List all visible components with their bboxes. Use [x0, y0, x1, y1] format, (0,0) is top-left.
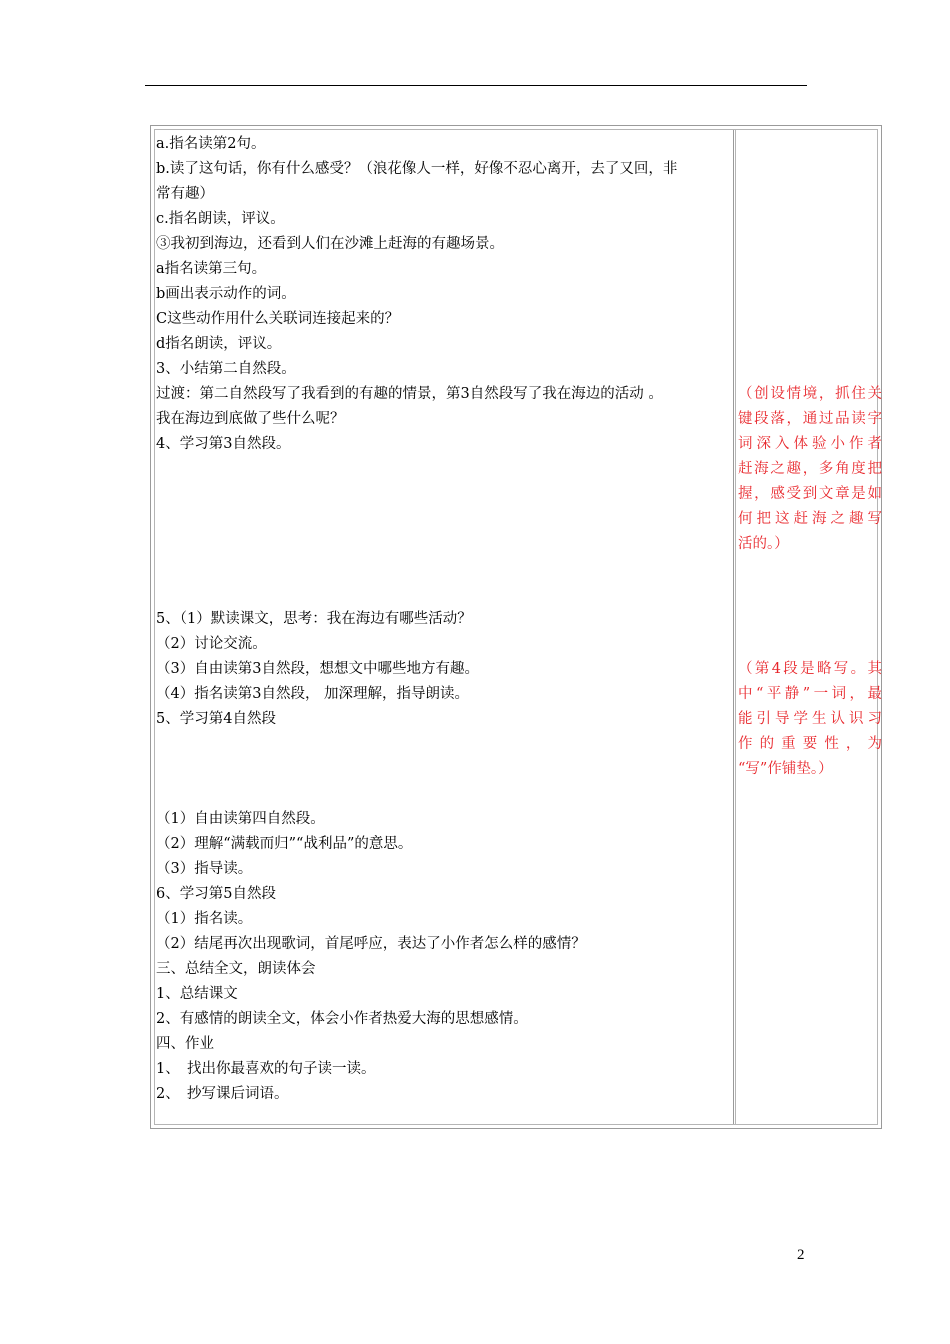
- main-line: 1、 找出你最喜欢的句子读一读。: [156, 1061, 376, 1077]
- main-line: （4）指名读第3自然段， 加深理解，指导朗读。: [156, 686, 470, 702]
- main-line: 四、作业: [156, 1036, 214, 1052]
- main-line: （2）理解“满载而归”“战利品”的意思。: [156, 836, 413, 852]
- note-line: 握，感受到文章是如: [738, 486, 882, 502]
- main-line: （3）自由读第3自然段，想想文中哪些地方有趣。: [156, 661, 479, 677]
- main-line: 6、学习第5自然段: [156, 886, 276, 902]
- main-line: 5、（1）默读课文，思考：我在海边有哪些活动？: [156, 611, 472, 627]
- main-line: b.读了这句话，你有什么感受？（浪花像人一样，好像不忍心离开，去了又回，非: [156, 161, 678, 177]
- main-line: 三、总结全文，朗读体会: [156, 961, 316, 977]
- main-line: 过渡：第二自然段写了我看到的有趣的情景，第3自然段写了我在海边的活动 。: [156, 386, 663, 402]
- page-number: 2: [797, 1247, 805, 1263]
- note-line: 何把这赶海之趣写: [738, 511, 882, 527]
- main-line: （1）指名读。: [156, 911, 253, 927]
- note-line: 能引导学生认识习: [738, 711, 882, 727]
- note-line: （第4段是略写。其: [738, 661, 882, 677]
- main-line: 3、小结第二自然段。: [156, 361, 296, 377]
- note-line: 中“平静”一词，最: [738, 686, 882, 702]
- main-line: （2）讨论交流。: [156, 636, 267, 652]
- teaching-note: [738, 657, 882, 782]
- main-line: 我在海边到底做了些什么呢？: [156, 411, 345, 427]
- note-line: 赶海之趣，多角度把: [738, 461, 882, 477]
- main-line: （3）指导读。: [156, 861, 253, 877]
- main-line: 2、有感情的朗读全文，体会小作者热爱大海的思想感情。: [156, 1011, 528, 1027]
- note-line: 键段落，通过品读字: [738, 411, 882, 427]
- teaching-note: [738, 382, 882, 557]
- main-line: （1）自由读第四自然段。: [156, 811, 325, 827]
- main-line: b画出表示动作的词。: [156, 286, 296, 302]
- main-line: 常有趣）: [156, 186, 214, 202]
- main-line: （2）结尾再次出现歌词，首尾呼应，表达了小作者怎么样的感情？: [156, 936, 586, 952]
- main-line: a.指名读第2句。: [156, 136, 266, 152]
- note-line: “写”作铺垫。）: [738, 761, 833, 777]
- lesson-table: [150, 125, 882, 1129]
- main-line: 5、学习第4自然段: [156, 711, 276, 727]
- note-line: 活的。）: [738, 536, 789, 552]
- main-line: d指名朗读，评议。: [156, 336, 282, 352]
- lesson-table-inner: [154, 129, 882, 1125]
- note-line: （创设情境，抓住关: [738, 386, 882, 402]
- note-line: 词深入体验小作者: [738, 436, 882, 452]
- main-line: a指名读第三句。: [156, 261, 267, 277]
- note-line: 作 的 重 要 性 ， 为: [738, 736, 882, 752]
- main-line: 1、总结课文: [156, 986, 238, 1002]
- main-line: c.指名朗读，评议。: [156, 211, 285, 227]
- main-line: 4、学习第3自然段。: [156, 436, 291, 452]
- header-rule: [145, 85, 807, 86]
- main-line: ③我初到海边，还看到人们在沙滩上赶海的有趣场景。: [156, 236, 504, 252]
- main-line: 2、 抄写课后词语。: [156, 1086, 289, 1102]
- main-line: C这些动作用什么关联词连接起来的？: [156, 311, 400, 327]
